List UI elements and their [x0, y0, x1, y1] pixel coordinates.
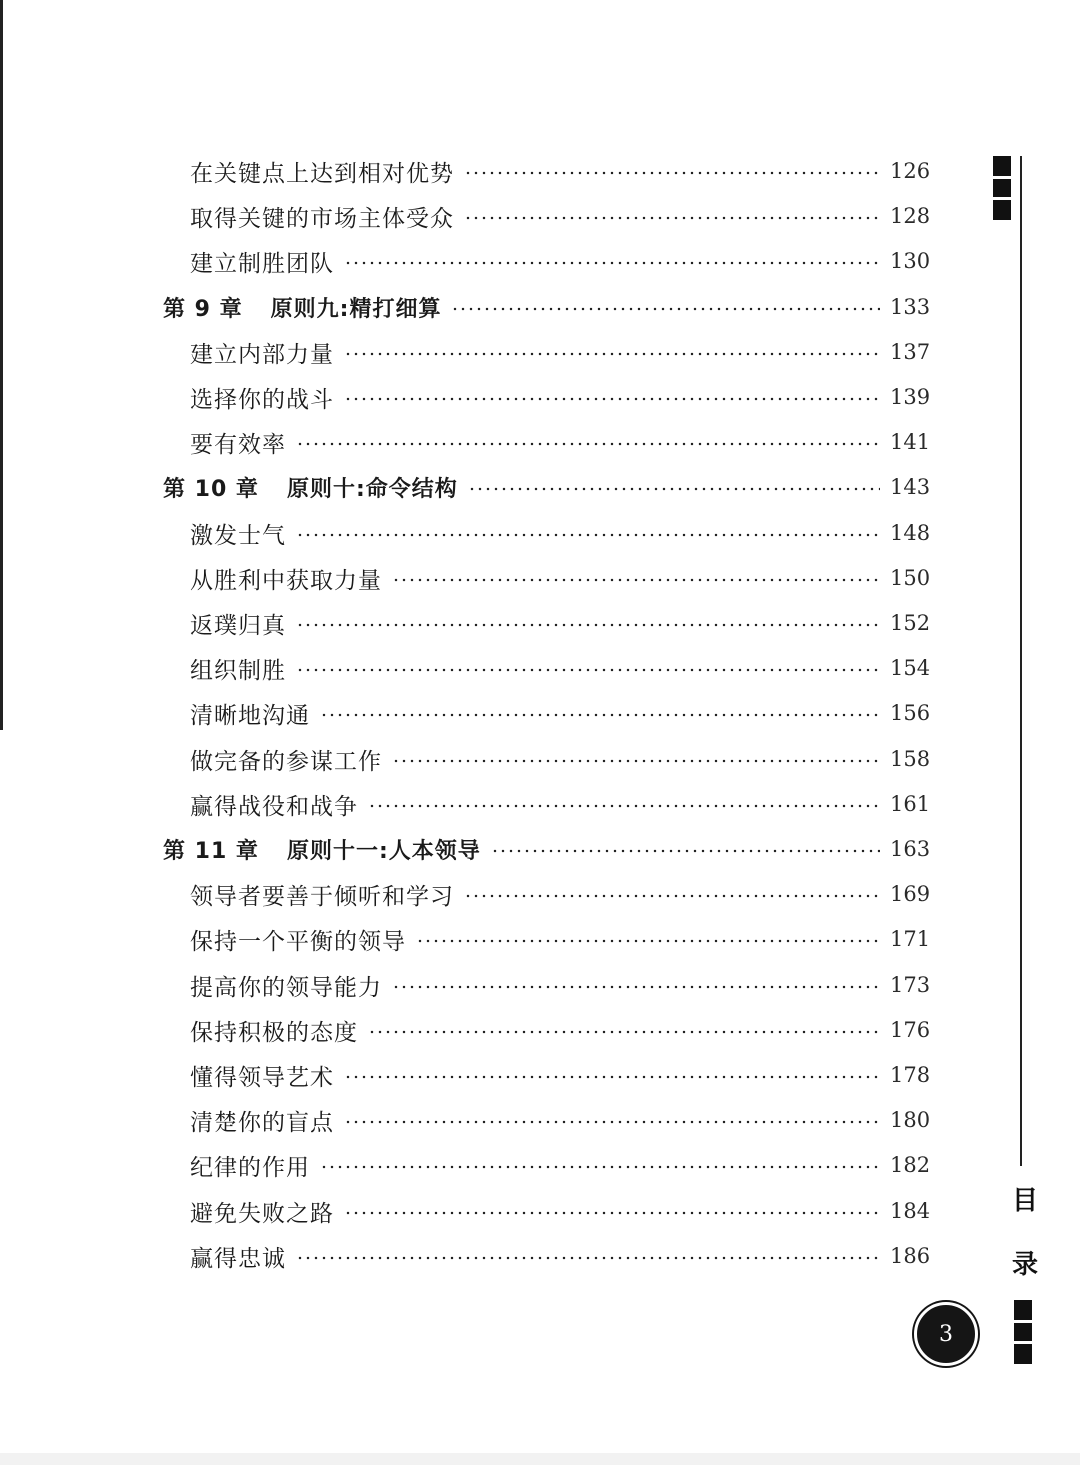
chapter-number: 第 11 章 [163, 838, 259, 864]
dot-leader [344, 1120, 880, 1124]
toc-section-row [190, 335, 930, 369]
dot-leader [320, 713, 880, 717]
chapter-title: 原则十:命令结构 [286, 476, 458, 502]
dot-leader [344, 1075, 880, 1079]
toc-section-row [190, 1058, 930, 1092]
dot-leader [296, 1256, 880, 1260]
dot-leader [464, 216, 880, 220]
toc-page-number: 186 [890, 1244, 931, 1268]
toc-page-number: 137 [890, 340, 931, 364]
dot-leader [344, 397, 880, 401]
section-title: 纪律的作用 [190, 1154, 310, 1181]
section-title: 赢得战役和战争 [190, 793, 358, 820]
toc-section-row [190, 244, 930, 278]
toc-page-number: 156 [890, 701, 931, 725]
dot-leader [368, 1030, 880, 1034]
toc-section-row [190, 968, 930, 1002]
toc-chapter-row [163, 290, 930, 324]
chapter-title: 原则九:精打细算 [270, 296, 442, 322]
toc-section-row [190, 380, 930, 414]
toc-page-number: 133 [890, 295, 931, 319]
toc-page-number: 130 [890, 249, 931, 273]
chapter-title: 原则十一:人本领导 [286, 838, 481, 864]
toc-page-number: 180 [890, 1108, 931, 1132]
toc-section-row [190, 425, 930, 459]
chapter-number: 第 9 章 [163, 296, 243, 322]
section-title: 做完备的参谋工作 [190, 748, 382, 775]
dot-leader [344, 1211, 880, 1215]
page-bottom-band [0, 1453, 1080, 1465]
section-title: 选择你的战斗 [190, 386, 334, 413]
toc-page-number: 143 [890, 475, 931, 499]
section-title: 建立内部力量 [190, 341, 334, 368]
toc-page-number: 171 [890, 927, 931, 951]
toc-page-number: 161 [890, 792, 931, 816]
dot-leader [392, 578, 880, 582]
section-title: 清楚你的盲点 [190, 1109, 334, 1136]
side-label-lu: 录 [1012, 1250, 1039, 1280]
toc-page-number: 152 [890, 611, 931, 635]
side-marker-top [993, 156, 1011, 220]
toc-page-number: 158 [890, 747, 931, 771]
dot-leader [344, 261, 880, 265]
dot-leader [491, 849, 880, 853]
toc-section-row [190, 922, 930, 956]
toc-section-row [190, 1239, 930, 1273]
dot-leader [464, 894, 880, 898]
dot-leader [368, 804, 880, 808]
dot-leader [392, 985, 880, 989]
dot-leader [296, 533, 880, 537]
toc-section-row [190, 696, 930, 730]
dot-leader [468, 487, 880, 491]
section-title: 保持一个平衡的领导 [190, 928, 406, 955]
section-title: 在关键点上达到相对优势 [190, 160, 454, 187]
toc-section-row [190, 606, 930, 640]
toc-page-number: 150 [890, 566, 931, 590]
section-title: 从胜利中获取力量 [190, 567, 382, 594]
section-title: 清晰地沟通 [190, 702, 310, 729]
toc-page-number: 154 [890, 656, 931, 680]
section-title: 懂得领导艺术 [190, 1064, 334, 1091]
section-title: 取得关键的市场主体受众 [190, 205, 454, 232]
dot-leader [392, 759, 880, 763]
toc-section-row [190, 154, 930, 188]
chapter-heading [163, 472, 458, 503]
toc-page-number: 173 [890, 973, 931, 997]
dot-leader [416, 939, 880, 943]
toc-section-row [190, 1194, 930, 1228]
dot-leader [296, 442, 880, 446]
dot-leader [320, 1165, 880, 1169]
section-title: 赢得忠诚 [190, 1245, 286, 1272]
toc-page-number: 182 [890, 1153, 931, 1177]
chapter-heading [163, 292, 441, 323]
toc-section-row [190, 516, 930, 550]
section-title: 激发士气 [190, 522, 286, 549]
toc-section-row [190, 1103, 930, 1137]
side-divider-line [1020, 156, 1022, 1166]
toc-chapter-row [163, 470, 930, 504]
chapter-number: 第 10 章 [163, 476, 259, 502]
dot-leader [344, 352, 880, 356]
dot-leader [464, 171, 880, 175]
dot-leader [296, 623, 880, 627]
section-title: 返璞归真 [190, 612, 286, 639]
toc-page-number: 169 [890, 882, 931, 906]
section-title: 组织制胜 [190, 657, 286, 684]
toc-page-number: 141 [890, 430, 931, 454]
toc-page-number: 176 [890, 1018, 931, 1042]
toc-section-row [190, 742, 930, 776]
section-title: 领导者要善于倾听和学习 [190, 883, 454, 910]
side-marker-bottom [1014, 1300, 1032, 1364]
toc-page-number: 148 [890, 521, 931, 545]
dot-leader [451, 307, 880, 311]
toc-page-number: 139 [890, 385, 931, 409]
toc-page-number: 128 [890, 204, 931, 228]
side-label-mu: 目 [1012, 1186, 1039, 1216]
toc-chapter-row [163, 832, 930, 866]
chapter-heading [163, 834, 481, 865]
section-title: 避免失败之路 [190, 1200, 334, 1227]
toc-section-row [190, 787, 930, 821]
section-title: 建立制胜团队 [190, 250, 334, 277]
toc-section-row [190, 1148, 930, 1182]
toc-page-number: 163 [890, 837, 931, 861]
toc-page-number: 184 [890, 1199, 931, 1223]
toc-section-row [190, 561, 930, 595]
section-title: 提高你的领导能力 [190, 974, 382, 1001]
section-title: 保持积极的态度 [190, 1019, 358, 1046]
toc-page-number: 178 [890, 1063, 931, 1087]
section-title: 要有效率 [190, 431, 286, 458]
toc-section-row [190, 199, 930, 233]
page-number-badge: 3 [914, 1302, 978, 1366]
toc-section-row [190, 1013, 930, 1047]
toc-section-row [190, 651, 930, 685]
toc-section-row [190, 877, 930, 911]
dot-leader [296, 668, 880, 672]
toc-page-number: 126 [890, 159, 931, 183]
